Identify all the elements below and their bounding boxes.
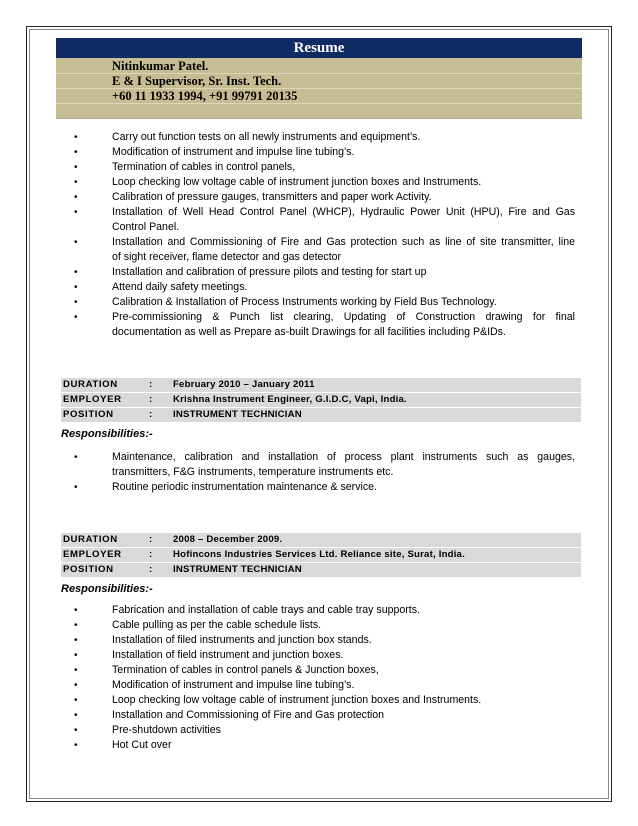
list-item-text: Pre-shutdown activities xyxy=(112,724,221,736)
bullet-icon: • xyxy=(74,237,78,248)
duration-label: DURATION xyxy=(63,534,118,545)
list-item-text: transmitters, F&G instruments, temperature instruments etc. xyxy=(112,466,394,478)
job-1-employer-row xyxy=(61,393,581,407)
list-item xyxy=(74,160,575,175)
colon: : xyxy=(149,394,153,405)
list-item-text: Modification of instrument and impulse line tubing’s. xyxy=(112,679,355,691)
list-item-text: documentation as well as Prepare as-built Drawings for all facilities including P&IDs. xyxy=(112,326,506,338)
colon: : xyxy=(149,379,153,390)
list-item-text: Cable pulling as per the cable schedule lists. xyxy=(112,619,322,631)
list-item xyxy=(74,175,575,190)
list-item xyxy=(74,235,575,265)
list-item-text: Installation and Commissioning of Fire and Gas protection such as line of site transmitter, line xyxy=(112,236,575,248)
candidate-designation: E & I Supervisor, Sr. Inst. Tech. xyxy=(112,74,282,88)
list-item xyxy=(74,130,575,145)
list-item xyxy=(74,738,575,753)
bullet-icon: • xyxy=(74,482,78,493)
list-item-text: Calibration of pressure gauges, transmitters and paper work Activity. xyxy=(112,191,432,203)
employer-value: Hofincons Industries Services Ltd. Reliance site, Surat, India. xyxy=(173,549,465,560)
list-item-text: Loop checking low voltage cable of instrument junction boxes and Instruments. xyxy=(112,176,482,188)
employer-label: EMPLOYER xyxy=(63,394,122,405)
bullet-icon: • xyxy=(74,665,78,676)
bullet-icon: • xyxy=(74,725,78,736)
colon: : xyxy=(149,564,153,575)
list-item-text: Routine periodic instrumentation maintenance & service. xyxy=(112,481,377,493)
list-item xyxy=(74,708,575,723)
employer-value: Krishna Instrument Engineer, G.I.D.C, Vapi, India. xyxy=(173,394,407,405)
job-2-responsibility-list xyxy=(74,603,575,753)
list-item xyxy=(74,205,575,235)
list-item xyxy=(74,480,575,495)
bullet-icon: • xyxy=(74,650,78,661)
list-item xyxy=(74,310,575,340)
intro-duty-list xyxy=(74,130,575,340)
duration-value: 2008 – December 2009. xyxy=(173,534,283,545)
list-item-text: Loop checking low voltage cable of instrument junction boxes and Instruments. xyxy=(112,694,482,706)
list-item xyxy=(74,693,575,708)
bullet-icon: • xyxy=(74,147,78,158)
list-item xyxy=(74,280,575,295)
list-item-text: Installation of filed instruments and junction box stands. xyxy=(112,634,372,646)
list-item-text: Hot Cut over xyxy=(112,739,172,751)
list-item-text: Attend daily safety meetings. xyxy=(112,281,248,293)
job-2-duration-row xyxy=(61,533,581,547)
bullet-icon: • xyxy=(74,282,78,293)
employer-label: EMPLOYER xyxy=(63,549,122,560)
bullet-icon: • xyxy=(74,132,78,143)
position-label: POSITION xyxy=(63,409,114,420)
list-item xyxy=(74,450,575,480)
responsibilities-heading: Responsibilities:- xyxy=(61,583,153,595)
position-label: POSITION xyxy=(63,564,114,575)
list-item-text: of sight receiver, flame detector and gas detector xyxy=(112,251,342,263)
list-item xyxy=(74,723,575,738)
bullet-icon: • xyxy=(74,620,78,631)
candidate-phones: +60 11 1933 1994, +91 99791 20135 xyxy=(112,89,298,103)
list-item xyxy=(74,295,575,310)
bullet-icon: • xyxy=(74,192,78,203)
colon: : xyxy=(149,409,153,420)
list-item-text: Control Panel. xyxy=(112,221,180,233)
bullet-icon: • xyxy=(74,710,78,721)
bullet-icon: • xyxy=(74,695,78,706)
list-item-text: Fabrication and installation of cable trays and cable tray supports. xyxy=(112,604,420,616)
bullet-icon: • xyxy=(74,605,78,616)
bullet-icon: • xyxy=(74,207,78,218)
list-item-text: Calibration & Installation of Process Instruments working by Field Bus Technology. xyxy=(112,296,497,308)
bullet-icon: • xyxy=(74,452,78,463)
list-item-text: Pre-commissioning & Punch list clearing, Updating of Construction drawing for final xyxy=(112,311,575,323)
list-item-text: Installation and calibration of pressure pilots and testing for start up xyxy=(112,266,427,278)
list-item xyxy=(74,633,575,648)
list-item xyxy=(74,145,575,160)
list-item xyxy=(74,618,575,633)
list-item-text: Installation and Commissioning of Fire and Gas protection xyxy=(112,709,385,721)
job-1-position-row xyxy=(61,408,581,422)
list-item xyxy=(74,678,575,693)
list-item xyxy=(74,663,575,678)
bullet-icon: • xyxy=(74,740,78,751)
job-1-duration-row xyxy=(61,378,581,392)
duration-value: February 2010 – January 2011 xyxy=(173,379,315,390)
colon: : xyxy=(149,534,153,545)
job-2-position-row xyxy=(61,563,581,577)
list-item-text: Installation of Well Head Control Panel (WHCP), Hydraulic Power Unit (HPU), Fire and Gas xyxy=(112,206,575,218)
bullet-icon: • xyxy=(74,267,78,278)
bullet-icon: • xyxy=(74,680,78,691)
bullet-icon: • xyxy=(74,162,78,173)
list-item-text: Termination of cables in control panels, xyxy=(112,161,296,173)
resume-title: Resume xyxy=(56,38,582,58)
list-item xyxy=(74,190,575,205)
job-1-responsibility-list xyxy=(74,450,575,495)
position-value: INSTRUMENT TECHNICIAN xyxy=(173,564,302,575)
bullet-icon: • xyxy=(74,297,78,308)
list-item xyxy=(74,603,575,618)
job-2-employer-row xyxy=(61,548,581,562)
candidate-name: Nitinkumar Patel. xyxy=(112,59,209,73)
position-value: INSTRUMENT TECHNICIAN xyxy=(173,409,302,420)
duration-label: DURATION xyxy=(63,379,118,390)
bullet-icon: • xyxy=(74,635,78,646)
list-item-text: Carry out function tests on all newly instruments and equipment’s. xyxy=(112,131,421,143)
colon: : xyxy=(149,549,153,560)
responsibilities-heading: Responsibilities:- xyxy=(61,428,153,440)
bullet-icon: • xyxy=(74,177,78,188)
list-item-text: Termination of cables in control panels & Junction boxes, xyxy=(112,664,379,676)
bullet-icon: • xyxy=(74,312,78,323)
list-item xyxy=(74,648,575,663)
list-item-text: Modification of instrument and impulse line tubing’s. xyxy=(112,146,355,158)
list-item-text: Installation of field instrument and junction boxes. xyxy=(112,649,344,661)
list-item xyxy=(74,265,575,280)
list-item-text: Maintenance, calibration and installation of process plant instruments such as gauges, xyxy=(112,451,575,463)
